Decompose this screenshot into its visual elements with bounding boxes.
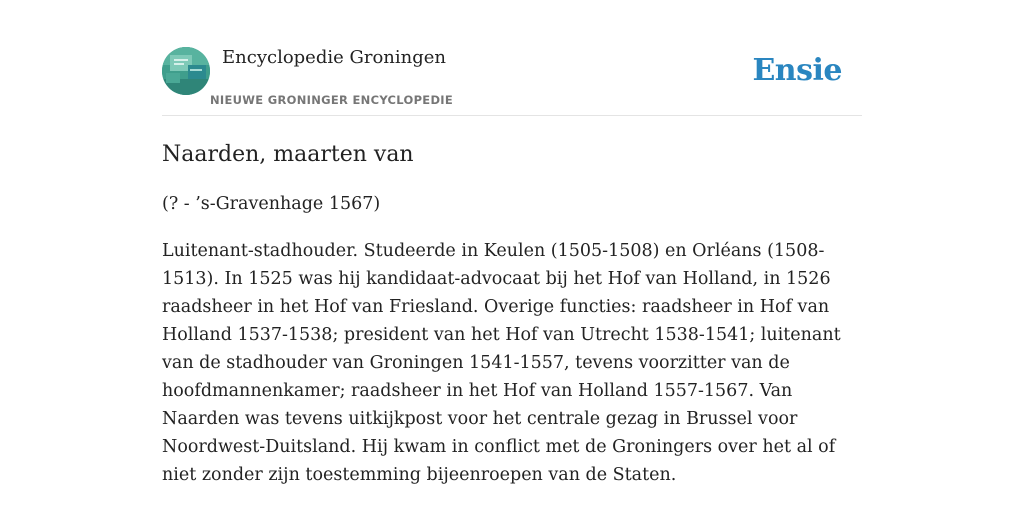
entry-dates: (? - ’s-Gravenhage 1567) xyxy=(162,194,381,214)
entry-body: Luitenant-stadhouder. Studeerde in Keulen (1505-1508) en Orléans (1508-1513). In 1525 was hij kandidaat-advocaat bij het Hof van Holland, in 1526 raadsheer in het Hof van Friesland. Overige functies: raadsheer in Hof van Holland 1537-1538; president van het Hof van Utrecht 1538-1541; luitenant van de stadhouder van Groningen 1541-1557, tevens voorzitter van de hoofdmannenkamer; raadsheer in het Hof van Holland 1557-1567. Van Naarden was tevens uitkijkpost voor het centrale gezag in Brussel voor Noordwest-Duitsland. Hij kwam in conflict met de Groningers over het al of niet zonder zijn toestemming bijeenroepen van de Staten. xyxy=(162,241,841,485)
encyclopedia-logo-icon[interactable] xyxy=(162,47,210,95)
brand-logo[interactable]: Ensie xyxy=(752,53,842,88)
site-title[interactable]: Encyclopedie Groningen xyxy=(222,47,447,68)
entry-content xyxy=(162,140,862,489)
site-header xyxy=(162,45,862,116)
entry-title: Naarden, maarten van xyxy=(162,142,414,167)
site-subtitle: NIEUWE GRONINGER ENCYCLOPEDIE xyxy=(210,93,454,107)
